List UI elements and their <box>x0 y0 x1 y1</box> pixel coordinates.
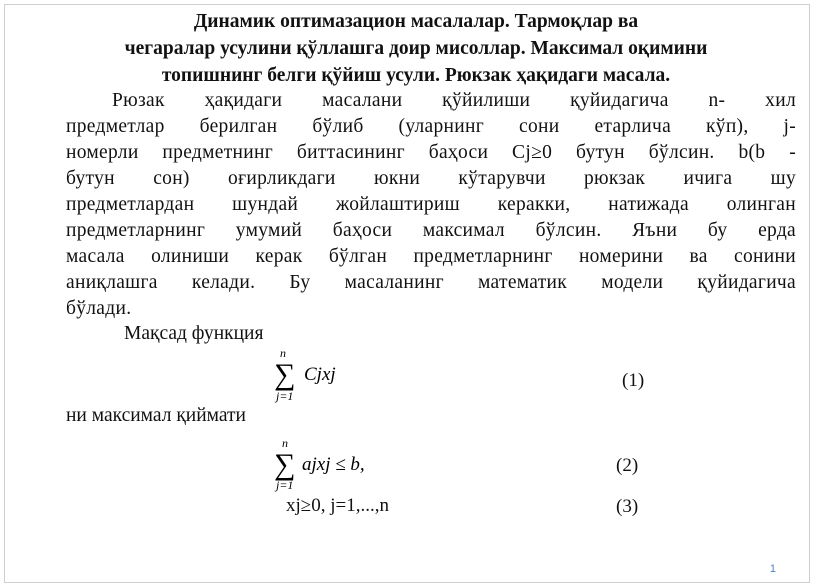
body-line-8: аниқлашга келади. Бу масаланинг математик модели қуйидагича <box>66 272 796 293</box>
slide-title <box>36 8 796 89</box>
formula-3: xj≥0, j=1,...,n <box>286 495 389 516</box>
f1-sum-bottom: j=1 <box>276 389 294 403</box>
body-line-9: бўлади. <box>66 298 132 319</box>
f1-sigma-icon: ∑ <box>274 358 296 391</box>
f2-sum-bottom: j=1 <box>276 478 294 492</box>
equation-number-1: (1) <box>622 370 645 391</box>
f2-expr: ajxj ≤ b, <box>302 454 365 475</box>
body-line-6: предметларнинг умумий баҳоси максимал бўлсин. Яъни бу ерда <box>66 220 796 241</box>
f1-expr: Cjxj <box>304 364 336 385</box>
equation-number-3: (3) <box>616 496 639 517</box>
title-line-2: чегаралар усулини қўллашга доир мисоллар. Максимал оқимини <box>124 38 708 59</box>
title-line-3: топишнинг белги қўйиш усули. Рюкзак ҳақидаги масала. <box>161 65 671 86</box>
body-paragraph <box>66 88 796 322</box>
equation-number-2: (2) <box>616 455 639 476</box>
goal-function-label: Мақсад функция <box>124 323 264 344</box>
formula-1 <box>272 346 392 408</box>
body-line-7: масала олиниши керак бўлган предметларнинг номерини ва сонини <box>66 246 796 267</box>
body-line-2: предметлар берилган бўлиб (уларнинг сони етарлича кўп), j- <box>66 116 796 137</box>
body-line-5: предметлардан шундай жойлаштириш керакки, натижада олинган <box>66 194 796 215</box>
max-value-label: ни максимал қиймати <box>66 405 246 426</box>
f2-sum-top: n <box>282 436 288 450</box>
body-line-4: бутун сон) оғирликдаги юкни кўтарувчи рюкзак ичига шу <box>66 168 796 189</box>
body-line-1: Рюзак ҳақидаги масалани қўйилиши қуйидагича n- хил <box>112 90 796 111</box>
formula-1-svg <box>272 346 392 408</box>
page-number: 1 <box>769 563 776 575</box>
f2-sigma-icon: ∑ <box>274 448 296 481</box>
formula-2 <box>272 436 432 496</box>
f1-sum-top: n <box>280 346 286 360</box>
title-line-1: Динамик оптимазацион масалалар. Тармоқлар ва <box>193 11 639 32</box>
formula-2-svg <box>272 436 432 496</box>
body-line-3: номерли предметнинг биттасининг баҳоси Cj≥0 бутун бўлсин. b(b - <box>66 142 796 163</box>
